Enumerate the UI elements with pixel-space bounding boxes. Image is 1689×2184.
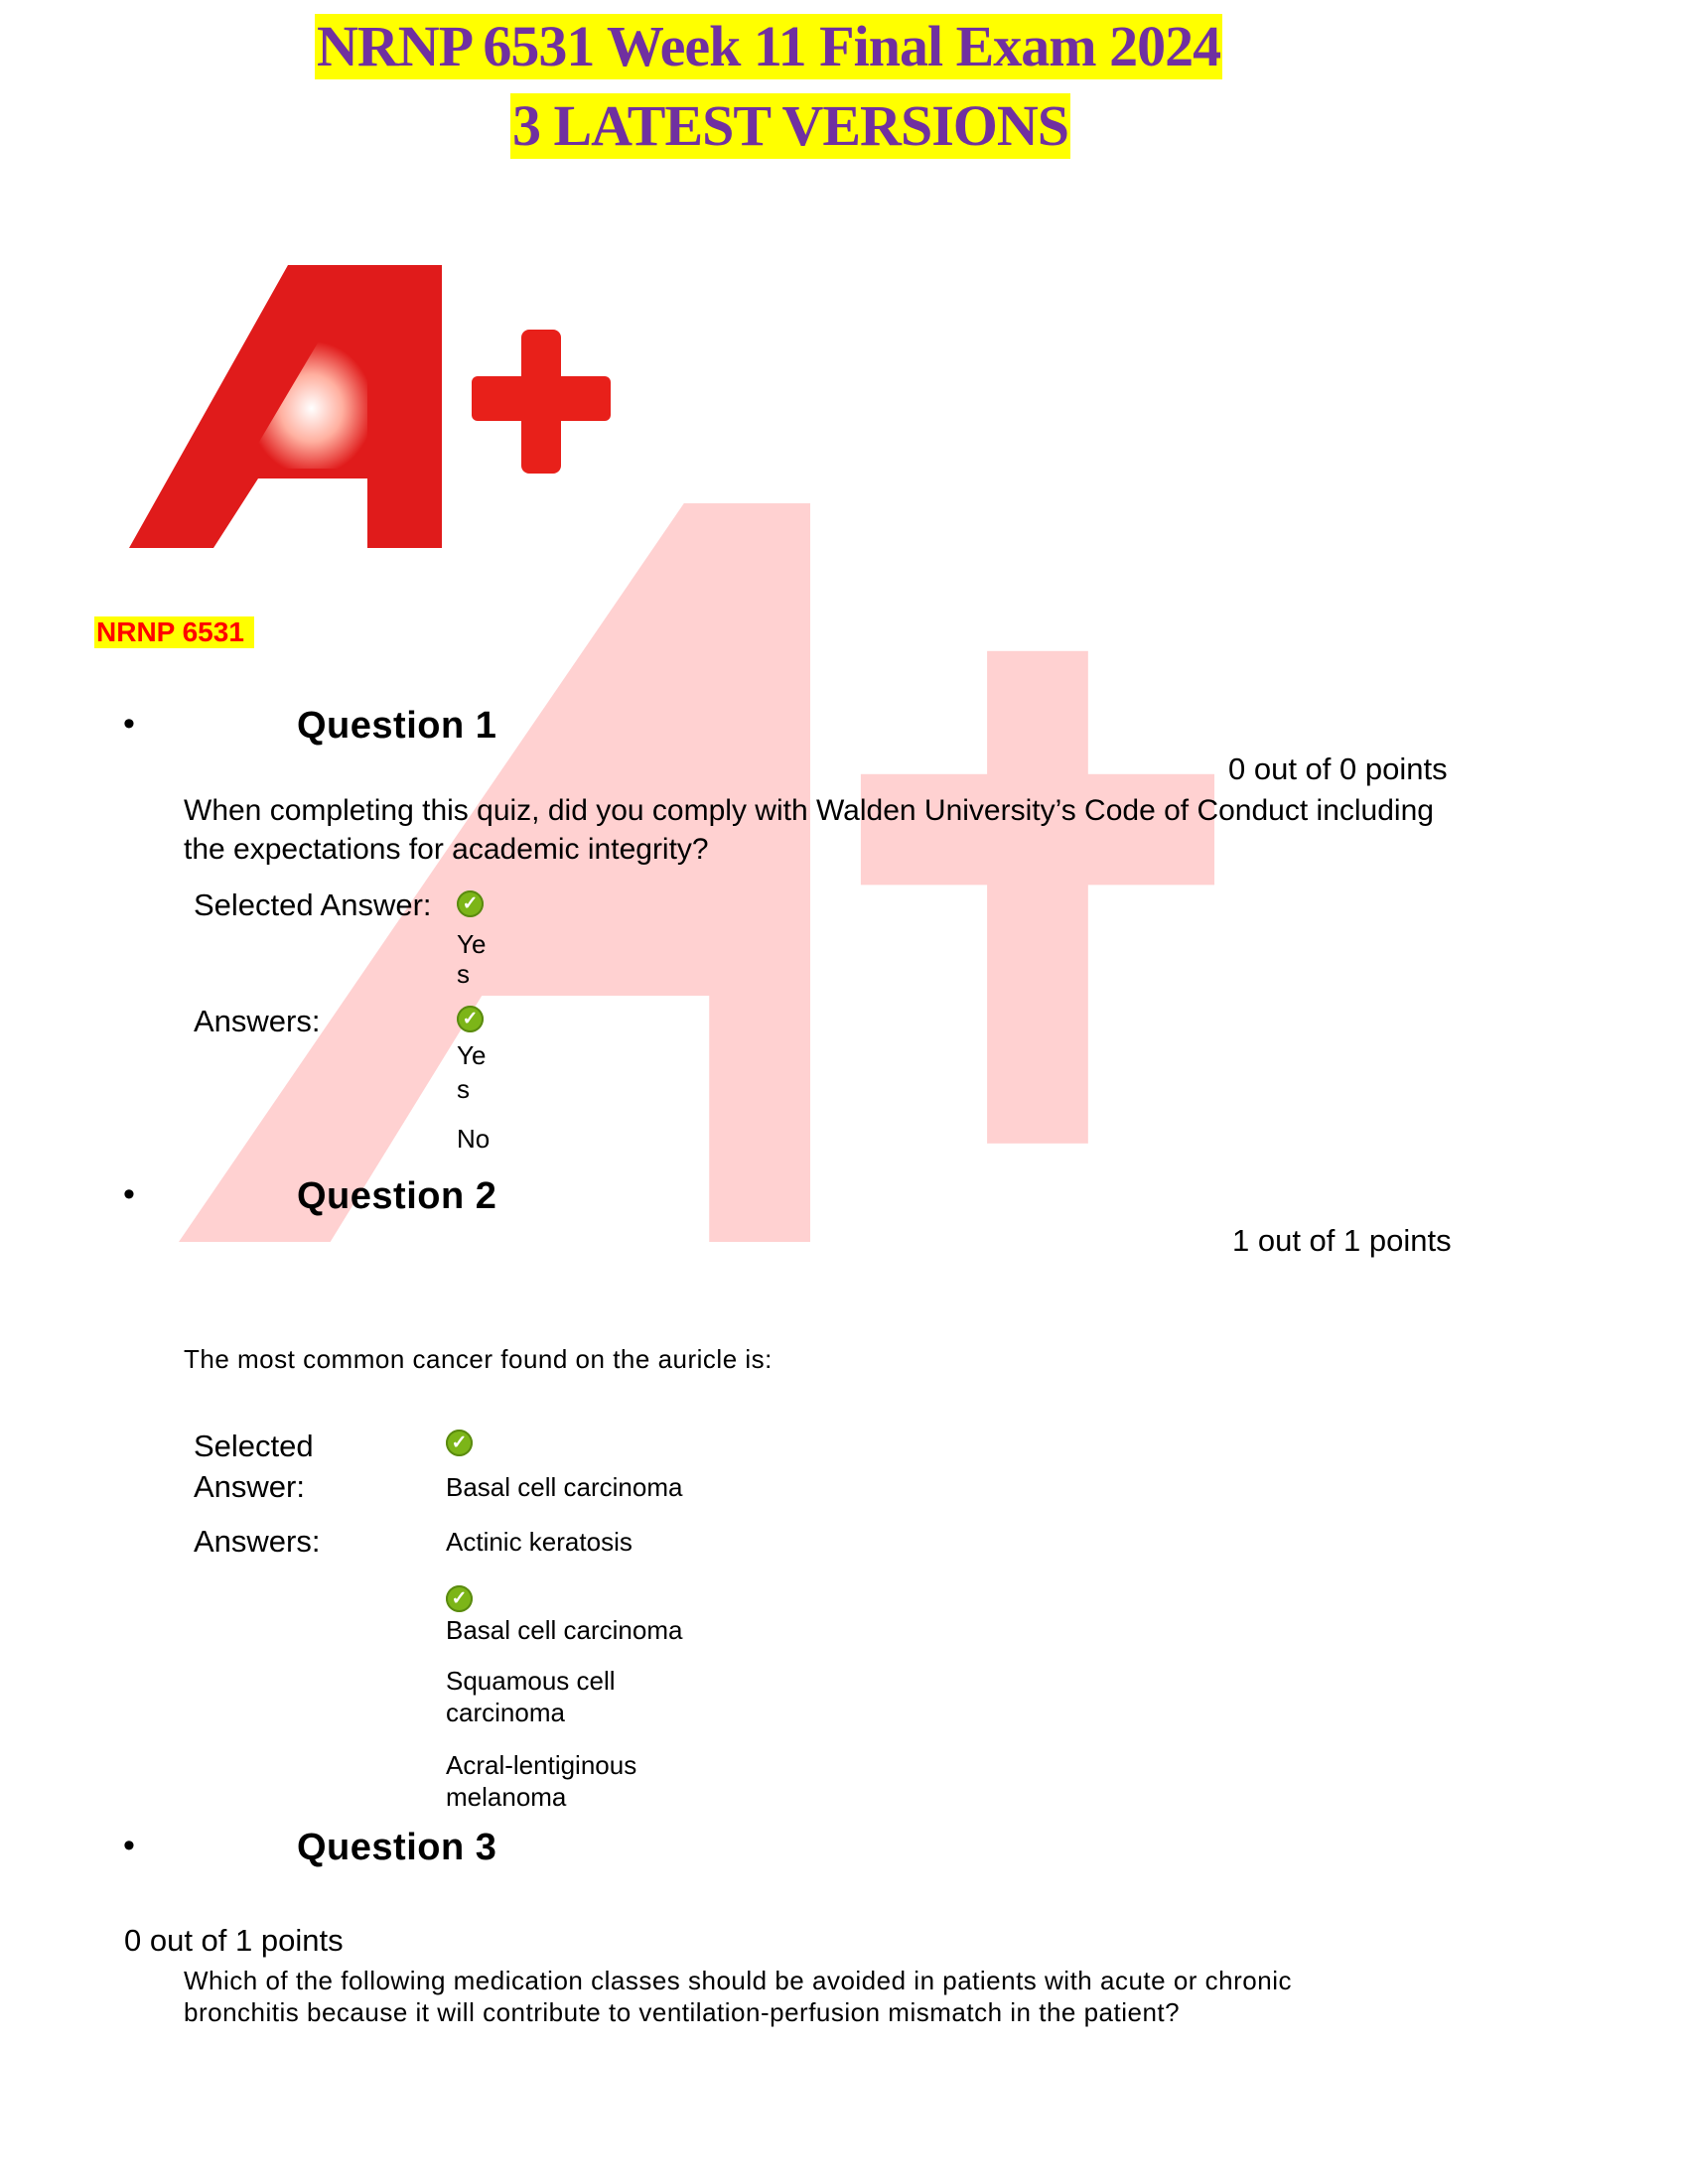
bullet: •: [123, 1827, 135, 1864]
bullet: •: [123, 705, 135, 743]
answer-option-cont: melanoma: [446, 1782, 567, 1812]
question-3-points: 0 out of 1 points: [124, 1923, 344, 1958]
answer-option: Basal cell carcinoma: [446, 1615, 683, 1645]
answer-option: Ye: [457, 1040, 487, 1070]
answer-option: No: [457, 1124, 491, 1154]
answers-label: Answers:: [194, 1524, 321, 1559]
bullet: •: [123, 1175, 135, 1213]
selected-answer-label: Selected: [194, 1429, 314, 1463]
document-subtitle: 3 LATEST VERSIONS: [512, 93, 1069, 158]
a-plus-logo: [124, 255, 621, 553]
document-title: NRNP 6531 Week 11 Final Exam 2024: [317, 14, 1221, 78]
question-2-heading: Question 2: [297, 1175, 497, 1217]
question-3-text: Which of the following medication classes should be avoided in patients with acute or chronic bronchitis because it will contribute to ventilation-perfusion mismatch in the patient?: [184, 1966, 1292, 2027]
answer-option-cont: carcinoma: [446, 1698, 565, 1727]
correct-check-icon: ✓: [457, 890, 484, 917]
question-1-text: When completing this quiz, did you comply with Walden University’s Code of Conduct including the expectations for academic integrity?: [184, 794, 1434, 866]
answers-label: Answers:: [194, 1004, 321, 1038]
selected-answer-label-cont: Answer:: [194, 1469, 305, 1504]
selected-answer-cont: s: [457, 959, 470, 989]
answer-option: Actinic keratosis: [446, 1527, 633, 1557]
selected-answer-label: Selected Answer:: [194, 887, 432, 922]
question-1-points: 0 out of 0 points: [1228, 751, 1448, 786]
question-2-text: The most common cancer found on the auricle is:: [184, 1344, 773, 1374]
question-3-heading: Question 3: [297, 1827, 497, 1868]
correct-check-icon: ✓: [457, 1006, 484, 1032]
answer-option: Acral-lentiginous: [446, 1750, 637, 1780]
answer-option-cont: s: [457, 1074, 470, 1104]
correct-check-icon: ✓: [446, 1585, 473, 1612]
course-label: NRNP 6531: [94, 616, 254, 648]
watermark-logo: [179, 503, 1442, 1242]
question-1-heading: Question 1: [297, 705, 497, 747]
correct-check-icon: ✓: [446, 1430, 473, 1456]
selected-answer: Ye: [457, 929, 487, 959]
question-2-points: 1 out of 1 points: [1232, 1223, 1452, 1258]
answer-option: Squamous cell: [446, 1666, 616, 1696]
selected-answer: Basal cell carcinoma: [446, 1472, 683, 1502]
